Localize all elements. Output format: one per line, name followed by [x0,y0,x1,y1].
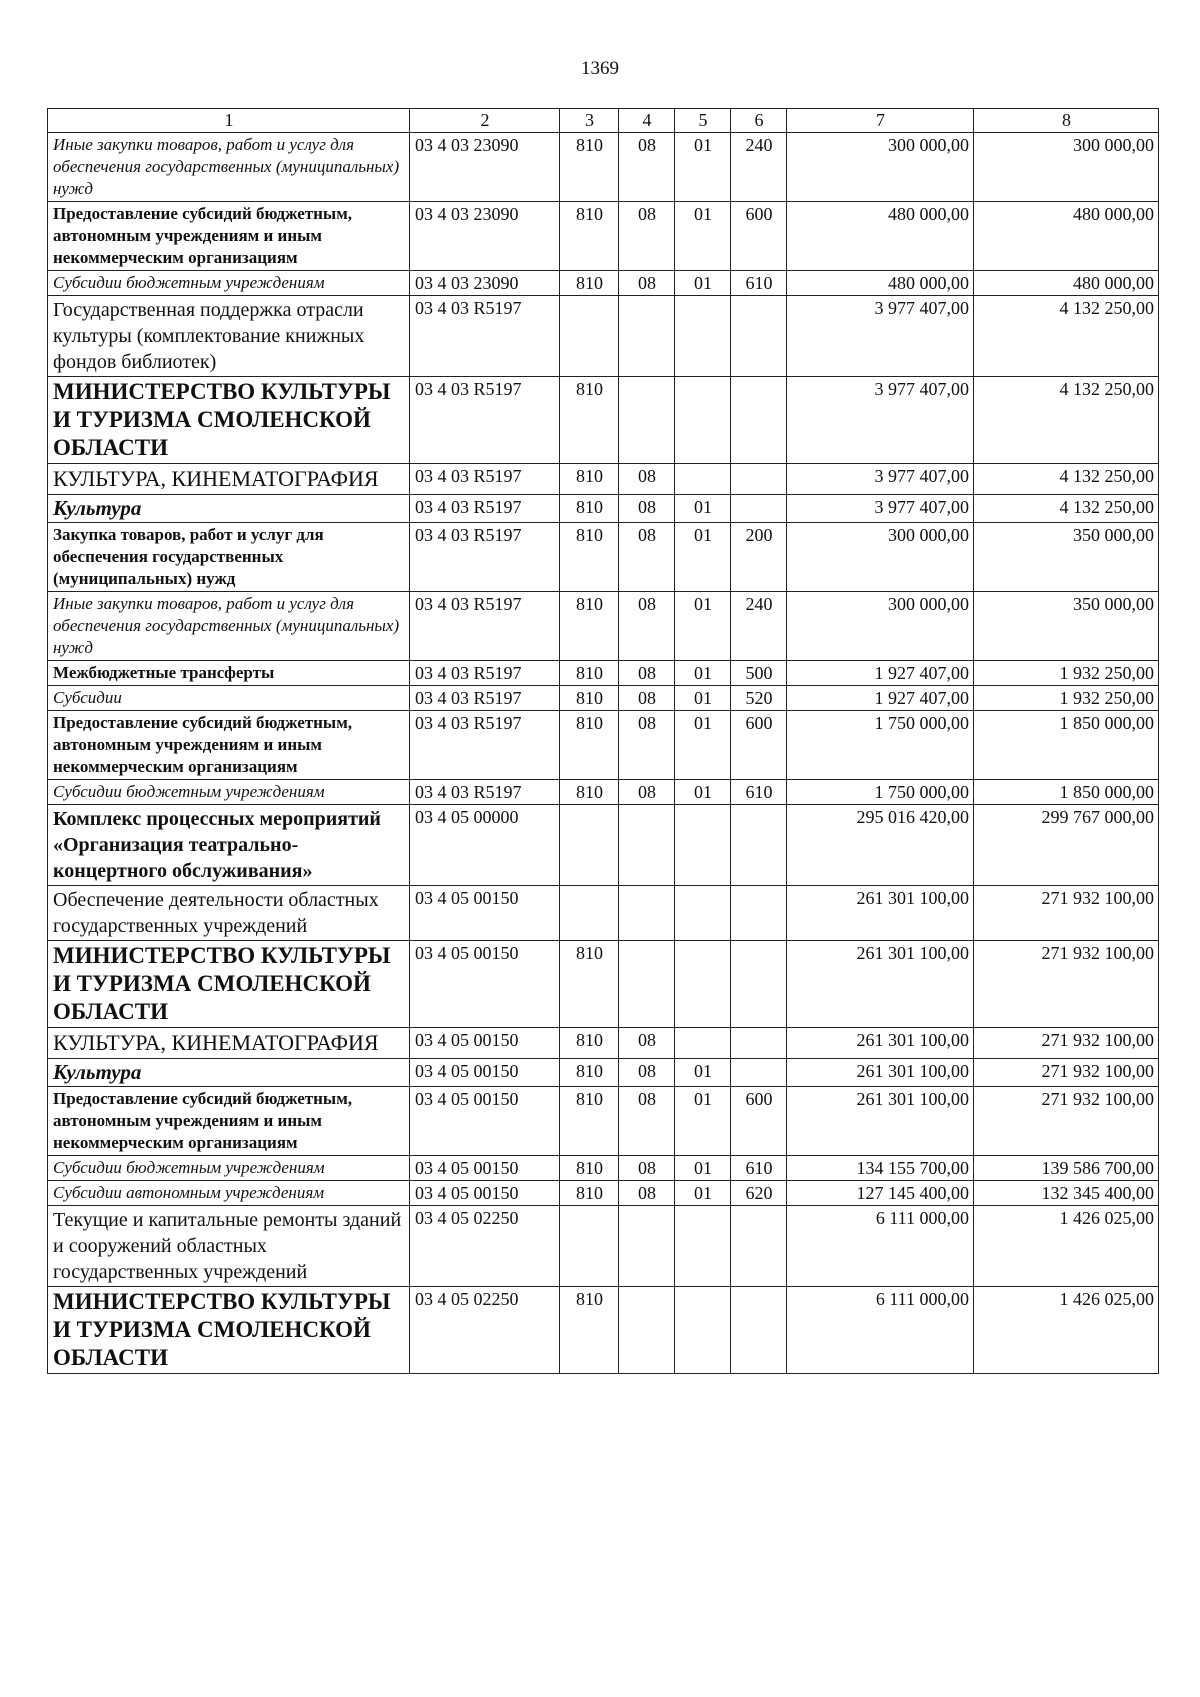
subsection-code-cell [675,805,731,886]
table-header-row [48,109,1159,133]
target-code-cell: 03 4 03 23090 [410,133,560,202]
amount-col7-cell: 261 301 100,00 [787,886,974,941]
row-name-cell: Субсидии автономным учреждениям [48,1181,410,1206]
amount-col7-cell: 6 111 000,00 [787,1206,974,1287]
expense-type-cell: 600 [731,202,787,271]
subsection-code-cell [675,296,731,377]
expense-type-cell: 200 [731,523,787,592]
table-row [48,1156,1159,1181]
section-code-cell [619,941,675,1028]
row-name-cell: Культура [48,495,410,523]
budget-table [47,108,1159,1374]
table-row [48,941,1159,1028]
target-code-cell: 03 4 03 R5197 [410,592,560,661]
ministry-code-cell: 810 [560,661,619,686]
amount-col8-cell: 139 586 700,00 [974,1156,1159,1181]
amount-col8-cell: 132 345 400,00 [974,1181,1159,1206]
amount-col8-cell: 4 132 250,00 [974,296,1159,377]
amount-col8-cell: 4 132 250,00 [974,377,1159,464]
expense-type-cell: 610 [731,780,787,805]
amount-col8-cell: 350 000,00 [974,523,1159,592]
target-code-cell: 03 4 03 R5197 [410,711,560,780]
expense-type-cell [731,886,787,941]
amount-col8-cell: 4 132 250,00 [974,495,1159,523]
header-cell: 4 [619,109,675,133]
target-code-cell: 03 4 03 23090 [410,271,560,296]
amount-col7-cell: 300 000,00 [787,592,974,661]
ministry-code-cell: 810 [560,523,619,592]
header-cell: 7 [787,109,974,133]
ministry-code-cell: 810 [560,941,619,1028]
subsection-code-cell: 01 [675,711,731,780]
table-row [48,296,1159,377]
ministry-code-cell: 810 [560,1181,619,1206]
row-name-cell: Межбюджетные трансферты [48,661,410,686]
expense-type-cell [731,377,787,464]
row-name-cell: Комплекс процессных мероприятий «Организация театрально-концертного обслуживания» [48,805,410,886]
section-code-cell: 08 [619,661,675,686]
expense-type-cell: 610 [731,1156,787,1181]
amount-col7-cell: 1 927 407,00 [787,661,974,686]
expense-type-cell [731,1287,787,1374]
subsection-code-cell: 01 [675,271,731,296]
table-row [48,1028,1159,1059]
target-code-cell: 03 4 05 02250 [410,1287,560,1374]
table-row [48,661,1159,686]
amount-col8-cell: 1 850 000,00 [974,711,1159,780]
ministry-code-cell [560,805,619,886]
amount-col8-cell: 271 932 100,00 [974,1087,1159,1156]
table-row [48,202,1159,271]
amount-col8-cell: 1 850 000,00 [974,780,1159,805]
ministry-code-cell [560,886,619,941]
row-name-cell: Культура [48,1059,410,1087]
table-row [48,886,1159,941]
amount-col8-cell: 1 426 025,00 [974,1206,1159,1287]
section-code-cell: 08 [619,1156,675,1181]
subsection-code-cell: 01 [675,1087,731,1156]
ministry-code-cell [560,1206,619,1287]
ministry-code-cell: 810 [560,1059,619,1087]
section-code-cell [619,886,675,941]
table-row [48,711,1159,780]
table-row [48,133,1159,202]
amount-col7-cell: 261 301 100,00 [787,941,974,1028]
amount-col8-cell: 1 932 250,00 [974,661,1159,686]
row-name-cell: Субсидии бюджетным учреждениям [48,271,410,296]
amount-col8-cell: 271 932 100,00 [974,1059,1159,1087]
subsection-code-cell: 01 [675,1059,731,1087]
header-cell: 6 [731,109,787,133]
expense-type-cell: 240 [731,592,787,661]
table-row [48,1206,1159,1287]
subsection-code-cell: 01 [675,523,731,592]
amount-col8-cell: 1 932 250,00 [974,686,1159,711]
section-code-cell [619,1206,675,1287]
row-name-cell: Государственная поддержка отрасли культуры (комплектование книжных фондов библиотек) [48,296,410,377]
section-code-cell: 08 [619,202,675,271]
ministry-code-cell: 810 [560,711,619,780]
row-name-cell: Текущие и капитальные ремонты зданий и сооружений областных государственных учреждений [48,1206,410,1287]
row-name-cell: Субсидии бюджетным учреждениям [48,1156,410,1181]
amount-col7-cell: 480 000,00 [787,202,974,271]
target-code-cell: 03 4 03 R5197 [410,661,560,686]
expense-type-cell [731,1206,787,1287]
target-code-cell: 03 4 03 R5197 [410,377,560,464]
subsection-code-cell: 01 [675,661,731,686]
ministry-code-cell: 810 [560,780,619,805]
expense-type-cell: 620 [731,1181,787,1206]
row-name-cell: Предоставление субсидий бюджетным, автономным учреждениям и иным некоммерческим организациям [48,711,410,780]
ministry-code-cell [560,296,619,377]
target-code-cell: 03 4 05 00150 [410,1059,560,1087]
ministry-code-cell: 810 [560,1028,619,1059]
amount-col8-cell: 480 000,00 [974,202,1159,271]
amount-col7-cell: 480 000,00 [787,271,974,296]
table-row [48,377,1159,464]
table-row [48,523,1159,592]
table-row [48,495,1159,523]
expense-type-cell [731,495,787,523]
amount-col8-cell: 271 932 100,00 [974,941,1159,1028]
amount-col8-cell: 299 767 000,00 [974,805,1159,886]
section-code-cell: 08 [619,1059,675,1087]
header-cell: 2 [410,109,560,133]
table-row [48,780,1159,805]
target-code-cell: 03 4 03 R5197 [410,686,560,711]
section-code-cell: 08 [619,133,675,202]
ministry-code-cell: 810 [560,377,619,464]
section-code-cell: 08 [619,495,675,523]
ministry-code-cell: 810 [560,271,619,296]
amount-col8-cell: 480 000,00 [974,271,1159,296]
section-code-cell: 08 [619,686,675,711]
section-code-cell: 08 [619,592,675,661]
expense-type-cell [731,941,787,1028]
target-code-cell: 03 4 05 02250 [410,1206,560,1287]
expense-type-cell [731,1028,787,1059]
table-row [48,1087,1159,1156]
row-name-cell: Предоставление субсидий бюджетным, автономным учреждениям и иным некоммерческим организациям [48,1087,410,1156]
subsection-code-cell: 01 [675,1181,731,1206]
amount-col7-cell: 261 301 100,00 [787,1087,974,1156]
ministry-code-cell: 810 [560,1287,619,1374]
subsection-code-cell: 01 [675,592,731,661]
subsection-code-cell: 01 [675,495,731,523]
amount-col7-cell: 3 977 407,00 [787,296,974,377]
table-row [48,805,1159,886]
ministry-code-cell: 810 [560,202,619,271]
table-row [48,1287,1159,1374]
row-name-cell: Субсидии бюджетным учреждениям [48,780,410,805]
ministry-code-cell: 810 [560,1156,619,1181]
target-code-cell: 03 4 05 00150 [410,1181,560,1206]
amount-col7-cell: 300 000,00 [787,133,974,202]
target-code-cell: 03 4 03 23090 [410,202,560,271]
target-code-cell: 03 4 03 R5197 [410,296,560,377]
target-code-cell: 03 4 03 R5197 [410,523,560,592]
amount-col8-cell: 271 932 100,00 [974,1028,1159,1059]
header-cell: 1 [48,109,410,133]
expense-type-cell: 520 [731,686,787,711]
section-code-cell: 08 [619,780,675,805]
subsection-code-cell [675,1287,731,1374]
expense-type-cell [731,464,787,495]
table-row [48,592,1159,661]
amount-col8-cell: 300 000,00 [974,133,1159,202]
amount-col7-cell: 3 977 407,00 [787,377,974,464]
subsection-code-cell [675,1028,731,1059]
expense-type-cell: 600 [731,1087,787,1156]
subsection-code-cell [675,941,731,1028]
section-code-cell [619,805,675,886]
page-number: 1369 [581,58,619,79]
header-cell: 3 [560,109,619,133]
table-row [48,686,1159,711]
amount-col7-cell: 6 111 000,00 [787,1287,974,1374]
ministry-code-cell: 810 [560,133,619,202]
ministry-code-cell: 810 [560,495,619,523]
expense-type-cell: 500 [731,661,787,686]
subsection-code-cell: 01 [675,202,731,271]
row-name-cell: КУЛЬТУРА, КИНЕМАТОГРАФИЯ [48,464,410,495]
section-code-cell: 08 [619,523,675,592]
expense-type-cell: 610 [731,271,787,296]
header-cell: 5 [675,109,731,133]
amount-col7-cell: 134 155 700,00 [787,1156,974,1181]
expense-type-cell: 600 [731,711,787,780]
amount-col7-cell: 295 016 420,00 [787,805,974,886]
target-code-cell: 03 4 05 00150 [410,1156,560,1181]
row-name-cell: Закупка товаров, работ и услуг для обеспечения государственных (муниципальных) нужд [48,523,410,592]
table-row [48,464,1159,495]
amount-col7-cell: 261 301 100,00 [787,1028,974,1059]
table-row [48,1059,1159,1087]
row-name-cell: КУЛЬТУРА, КИНЕМАТОГРАФИЯ [48,1028,410,1059]
amount-col7-cell: 127 145 400,00 [787,1181,974,1206]
target-code-cell: 03 4 03 R5197 [410,464,560,495]
section-code-cell: 08 [619,711,675,780]
subsection-code-cell: 01 [675,133,731,202]
amount-col7-cell: 300 000,00 [787,523,974,592]
amount-col8-cell: 271 932 100,00 [974,886,1159,941]
section-code-cell: 08 [619,1028,675,1059]
row-name-cell: Обеспечение деятельности областных государственных учреждений [48,886,410,941]
subsection-code-cell: 01 [675,1156,731,1181]
subsection-code-cell [675,377,731,464]
row-name-cell: Иные закупки товаров, работ и услуг для обеспечения государственных (муниципальных) нужд [48,133,410,202]
amount-col7-cell: 1 750 000,00 [787,780,974,805]
subsection-code-cell [675,464,731,495]
table-row [48,1181,1159,1206]
expense-type-cell [731,296,787,377]
ministry-code-cell: 810 [560,1087,619,1156]
header-cell: 8 [974,109,1159,133]
amount-col8-cell: 4 132 250,00 [974,464,1159,495]
ministry-code-cell: 810 [560,592,619,661]
target-code-cell: 03 4 05 00150 [410,941,560,1028]
target-code-cell: 03 4 05 00150 [410,1087,560,1156]
row-name-cell: Иные закупки товаров, работ и услуг для обеспечения государственных (муниципальных) нужд [48,592,410,661]
amount-col8-cell: 1 426 025,00 [974,1287,1159,1374]
section-code-cell: 08 [619,464,675,495]
expense-type-cell [731,1059,787,1087]
section-code-cell [619,296,675,377]
amount-col7-cell: 3 977 407,00 [787,495,974,523]
ministry-code-cell: 810 [560,686,619,711]
expense-type-cell [731,805,787,886]
section-code-cell: 08 [619,1181,675,1206]
target-code-cell: 03 4 03 R5197 [410,780,560,805]
amount-col7-cell: 3 977 407,00 [787,464,974,495]
target-code-cell: 03 4 05 00000 [410,805,560,886]
subsection-code-cell [675,886,731,941]
section-code-cell: 08 [619,271,675,296]
amount-col7-cell: 261 301 100,00 [787,1059,974,1087]
amount-col7-cell: 1 927 407,00 [787,686,974,711]
table-row [48,271,1159,296]
subsection-code-cell: 01 [675,780,731,805]
subsection-code-cell [675,1206,731,1287]
ministry-code-cell: 810 [560,464,619,495]
section-code-cell [619,1287,675,1374]
target-code-cell: 03 4 05 00150 [410,886,560,941]
row-name-cell: МИНИСТЕРСТВО КУЛЬТУРЫ И ТУРИЗМА СМОЛЕНСКОЙ ОБЛАСТИ [48,941,410,1028]
section-code-cell [619,377,675,464]
expense-type-cell: 240 [731,133,787,202]
row-name-cell: МИНИСТЕРСТВО КУЛЬТУРЫ И ТУРИЗМА СМОЛЕНСКОЙ ОБЛАСТИ [48,1287,410,1374]
target-code-cell: 03 4 05 00150 [410,1028,560,1059]
section-code-cell: 08 [619,1087,675,1156]
amount-col7-cell: 1 750 000,00 [787,711,974,780]
row-name-cell: Субсидии [48,686,410,711]
amount-col8-cell: 350 000,00 [974,592,1159,661]
row-name-cell: МИНИСТЕРСТВО КУЛЬТУРЫ И ТУРИЗМА СМОЛЕНСКОЙ ОБЛАСТИ [48,377,410,464]
row-name-cell: Предоставление субсидий бюджетным, автономным учреждениям и иным некоммерческим организациям [48,202,410,271]
subsection-code-cell: 01 [675,686,731,711]
target-code-cell: 03 4 03 R5197 [410,495,560,523]
